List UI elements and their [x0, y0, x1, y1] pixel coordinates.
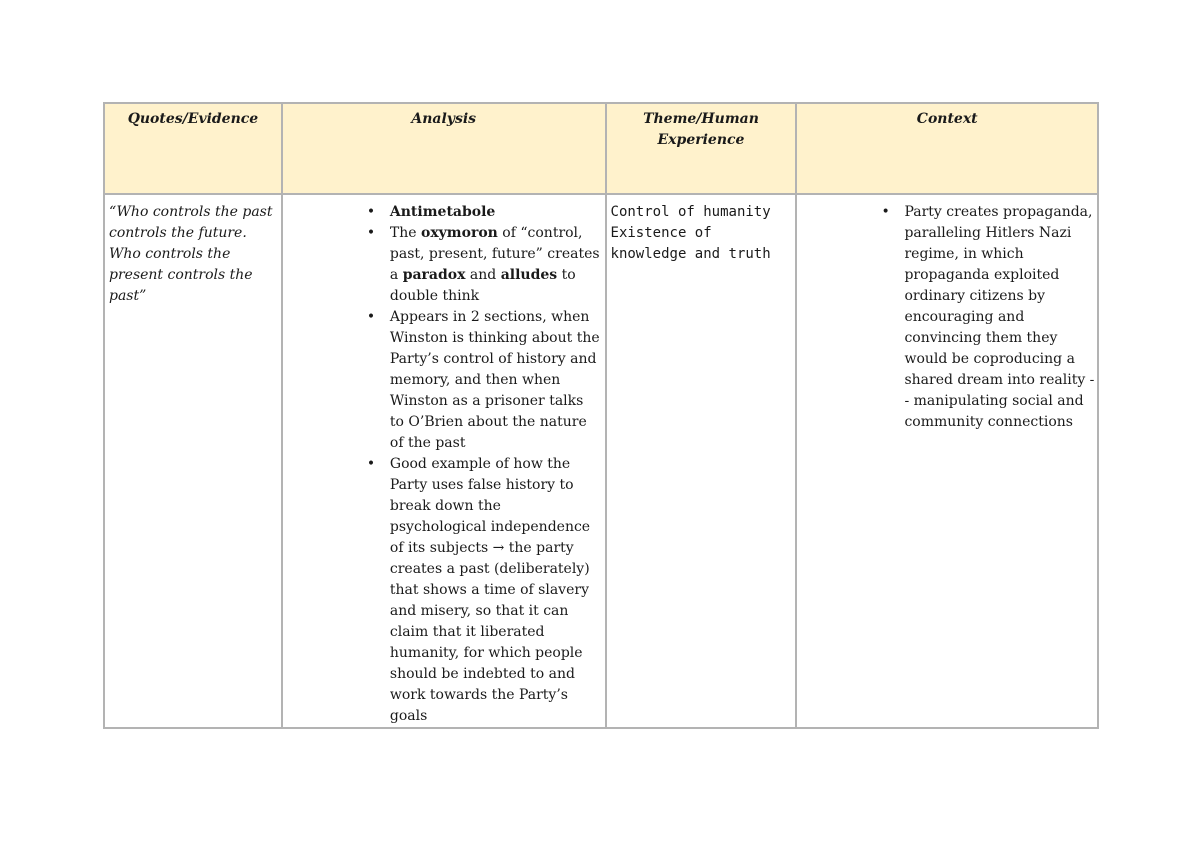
header-theme-line2: Experience	[657, 132, 745, 148]
header-row	[104, 103, 1098, 194]
analysis-item-4: Good example of how the Party uses false history to break down the psychological independence of its subjects → the party creates a past (deliberately) that shows a time of slavery and misery, so that it can claim that it liberated humanity, for which people should be indebted to and work towards the Party’s goals	[389, 456, 591, 724]
header-quotes-label: Quotes/Evidence	[127, 111, 259, 127]
analysis-item	[366, 454, 600, 727]
context-cell	[796, 194, 1098, 728]
analysis-item-1: Antimetabole	[389, 204, 496, 220]
analysis-item	[366, 307, 600, 454]
analysis-item-2-and: and	[465, 267, 501, 283]
bullet-icon: •	[366, 204, 376, 220]
bullet-icon: •	[366, 309, 376, 325]
bullet-icon: •	[366, 456, 376, 472]
analysis-item-2-mid: of “control, past, present, future” creates a	[389, 225, 600, 283]
header-quotes	[104, 103, 282, 194]
analysis-item-3: Appears in 2 sections, when Winston is thinking about the Party’s control of history and memory, and then when Winston as a prisoner talks to O’Brien about the nature of the past	[389, 309, 600, 451]
context-list	[797, 202, 1097, 433]
header-analysis	[282, 103, 606, 194]
header-context-label: Context	[916, 111, 978, 127]
analysis-item-2-term3: alludes	[500, 267, 558, 283]
bullet-icon: •	[366, 225, 376, 241]
analysis-item-2-term2: paradox	[402, 267, 466, 283]
analysis-item-2-pre: The	[389, 225, 421, 241]
bullet-icon: •	[881, 204, 890, 220]
theme-cell	[606, 194, 797, 728]
analysis-cell	[282, 194, 606, 728]
quote-text: “Who controls the past controls the future. Who controls the present controls the past”	[109, 204, 273, 304]
theme-text: Control of humanity Existence of knowledge and truth	[610, 204, 771, 262]
context-item-1: Party creates propaganda, paralleling Hitlers Nazi regime, in which propaganda exploited ordinary citizens by encouraging and convincing them they would be coproducing a shared dream into reality -- manipulating social and community connections	[904, 204, 1095, 430]
analysis-item-2-term: oxymoron	[420, 225, 498, 241]
header-analysis-label: Analysis	[411, 111, 477, 127]
analysis-item-2-post: to double think	[389, 267, 576, 304]
analysis-table	[103, 102, 1099, 729]
header-theme	[606, 103, 797, 194]
quote-cell	[104, 194, 282, 728]
analysis-item	[366, 223, 600, 307]
analysis-list	[283, 202, 605, 727]
header-context	[796, 103, 1098, 194]
table-row	[104, 194, 1098, 728]
header-theme-line1: Theme/Human	[643, 111, 759, 127]
analysis-item	[366, 202, 600, 223]
context-item	[881, 202, 1095, 433]
